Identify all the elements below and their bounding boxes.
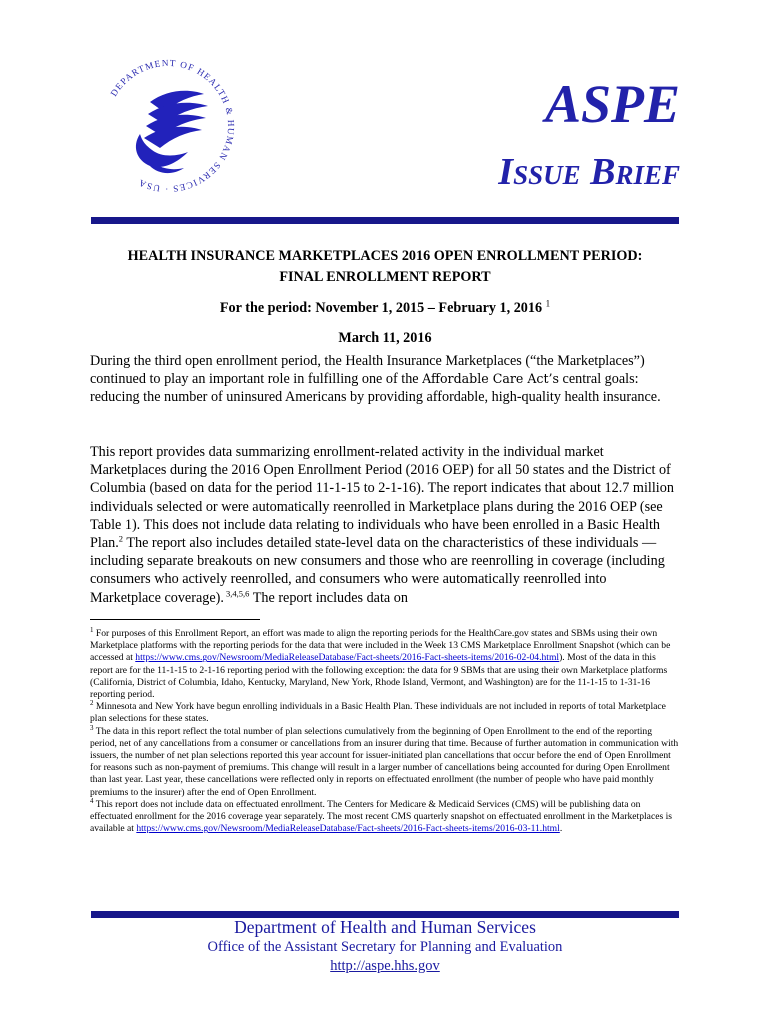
footnote-text: The data in this report reflect the total number of plan selections cumulatively from the beginning of Open Enrollment to the end of the reporting period, net of any cancellations from a consumer or cancellations from an insurer during that time. Because of further automation in communication with issuers, the number of net plan selections reported this year account for issuer-initiated plan cancellations that occur before the end of Open Enrollment for reasons such as non-payment of premiums. This change will result in a larger number of cancellations being accounted for during Open Enrollment than last year. Last year, these cancellations were reflected only in reports on effectuated enrollment (the number of people who have paid monthly premiums to the insurer) after the end of Open Enrollment. bbox=[90, 725, 679, 798]
hhs-seal-logo bbox=[92, 50, 244, 202]
eagle-icon bbox=[136, 91, 208, 173]
footer-url bbox=[91, 957, 679, 976]
intro-text-aca: Affordable Care Act’s bbox=[422, 371, 559, 387]
footer-department: Department of Health and Human Services bbox=[234, 917, 536, 937]
reporting-period bbox=[91, 298, 679, 318]
footnote-ref-2: 2 bbox=[118, 533, 124, 544]
intro-text-a: During the third open enrollment period, the Health Insurance Marketplaces (“the Marketplaces”) continued to play an important role in fulfilling one of the bbox=[90, 353, 645, 388]
footnote-number: 4 bbox=[90, 796, 94, 805]
footnote-number: 1 bbox=[90, 625, 94, 634]
footnote-separator bbox=[90, 619, 260, 620]
publication-date: March 11, 2016 bbox=[338, 330, 432, 346]
summary-text-b: The report also includes detailed state-level data on the characteristics of these individuals — including separate breakouts on new consumers and those who are reenrolling in coverage (including consumers who actively reenrolled, and consumers who were automatically reenrolled into Marketplace coverage). bbox=[90, 535, 665, 606]
seal-text: DEPARTMENT OF HEALTH & HUMAN SERVICES · USA bbox=[108, 57, 237, 195]
summary-text-c: The report includes data on bbox=[249, 589, 408, 606]
footnote-text: ). Most of the data in this report are for the 11-1-15 to 2-1-16 reporting period with the following exception: the data for 9 SBMs that are using their own Marketplace platforms (California, District of Columbia, Idaho, Kentucky, Maryland, New York, Rhode Island, Vermont, and Washington) are for the 11-1-15 to 1-31-16 reporting period. bbox=[90, 652, 668, 701]
footnote-text: Minnesota and New York have begun enrolling individuals in a Basic Health Plan. These individuals are not included in reports of total Marketplace plan selections for these states. bbox=[90, 701, 666, 725]
footnote-4 bbox=[90, 796, 680, 836]
document-title-line2: FINAL ENROLLMENT REPORT bbox=[279, 269, 491, 285]
footnote-text: For purposes of this Enrollment Report, an effort was made to align the reporting periods for the HealthCare.gov states and SBMs using their own Marketplace platforms with the reporting periods for the data that were included in the Week 13 CMS Marketplace Enrollment Snapshot (which can be accessed at bbox=[90, 628, 671, 664]
publisher-title: ASPE bbox=[544, 74, 680, 134]
footnote-1 bbox=[90, 625, 680, 701]
summary-paragraph bbox=[90, 443, 680, 607]
aspe-website-link[interactable]: http://aspe.hhs.gov bbox=[330, 958, 440, 974]
intro-paragraph bbox=[90, 352, 680, 407]
footnote-number: 3 bbox=[90, 723, 94, 732]
document-title-line1: HEALTH INSURANCE MARKETPLACES 2016 OPEN ENROLLMENT PERIOD: bbox=[127, 248, 643, 264]
summary-text-a: This report provides data summarizing enrollment-related activity in the individual market Marketplaces during the 2016 Open Enrollment Period (2016 OEP) for all 50 states and the District of Columbia (based on data for the period 11-1-15 to 2-1-16). The report indicates that about 12.7 million individuals selected or were automatically reenrolled in Marketplace plans during the 2016 OEP (see Table 1). This does not include data relating to individuals who have been enrolled in a Basic Health Plan. bbox=[90, 444, 674, 552]
footnote-ref-3-6: 3,4,5,6 bbox=[223, 587, 250, 598]
footnotes bbox=[90, 625, 680, 835]
footnote-ref-1: 1 bbox=[545, 298, 551, 309]
footnote-number: 2 bbox=[90, 699, 94, 708]
title-block bbox=[91, 246, 679, 348]
footer-office: Office of the Assistant Secretary for Planning and Evaluation bbox=[207, 939, 563, 955]
footnote-3 bbox=[90, 723, 680, 799]
footnote-2 bbox=[90, 701, 680, 725]
reporting-period-text: For the period: November 1, 2015 – February 1, 2016 bbox=[219, 300, 543, 316]
header-rule bbox=[91, 217, 679, 224]
footer bbox=[91, 916, 679, 976]
footnote-link-effectuated[interactable]: https://www.cms.gov/Newsroom/MediaReleaseDatabase/Fact-sheets/2016-Fact-sheets-items/2016-03-11.html bbox=[136, 823, 560, 835]
footnote-text: . bbox=[559, 823, 563, 835]
intro-text-c: central goals: reducing the number of uninsured Americans by providing affordable, high-quality health insurance. bbox=[90, 371, 661, 406]
footnote-link-week13[interactable]: https://www.cms.gov/Newsroom/MediaReleaseDatabase/Fact-sheets/2016-Fact-sheets-items/2016-02-04.html bbox=[135, 652, 560, 664]
issue-brief-heading: Issue Brief bbox=[498, 151, 680, 193]
footnote-text: This report does not include data on effectuated enrollment. The Centers for Medicare & Medicaid Services (CMS) will be publishing data on effectuated enrollment for the 2016 coverage year separately. The most recent CMS quarterly snapshot on effectuated enrollment in the Marketplaces is available at bbox=[90, 798, 672, 835]
